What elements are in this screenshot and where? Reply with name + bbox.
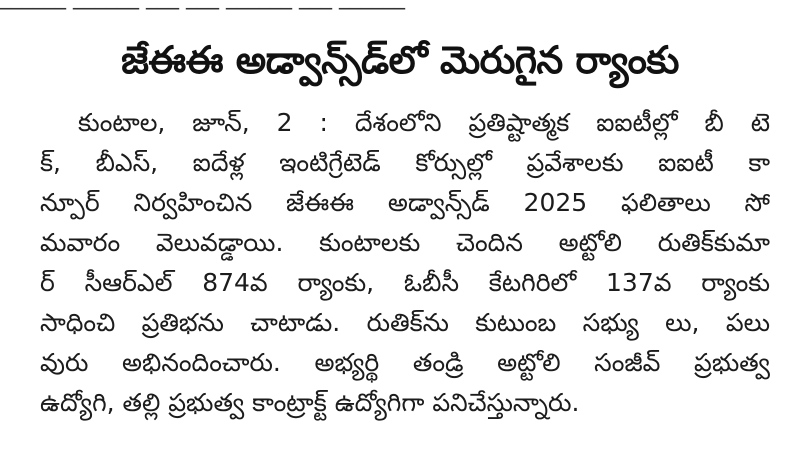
article-line: ర్ సీఆర్‌ఎల్ 874వ ర్యాంకు, ఓబీసీ కేటగిరిలో 137వ ర్యాంకు bbox=[40, 268, 770, 297]
article-line: న్పూర్ నిర్వహించిన జేఈఈ అడ్వాన్స్‌డ్ 2025 ఫలితాలు సో bbox=[40, 188, 770, 217]
article-line: ఉద్యోగి, తల్లి ప్రభుత్వ కాంట్రాక్ట్ ఉద్యోగిగా పనిచేస్తున్నారు. bbox=[40, 388, 580, 417]
article-line: సాధించి ప్రతిభను చాటాడు. రుతిక్‌ను కుటుంబ సభ్యు లు, పలు bbox=[40, 308, 770, 337]
article-line: కుంటాల, జూన్, 2 : దేశంలోని ప్రతిష్టాత్మక ఐఐటీల్లో బీ టె bbox=[78, 108, 770, 137]
article-headline: జేఈఈ అడ్వాన్స్‌డ్‌లో మెరుగైన ర్యాంకు bbox=[121, 38, 679, 82]
article-body bbox=[40, 103, 770, 423]
article-line: వురు అభినందించారు. అభ్యర్థి తండ్రి అట్టోలి సంజీవ్ ప్రభుత్వ bbox=[40, 348, 770, 377]
article-line: క్, బీఎస్, ఐదేళ్ల ఇంటిగ్రేటెడ్ కోర్సుల్లో ప్రవేశాలకు ఐఐటీ కా bbox=[40, 148, 770, 177]
article-line: మవారం వెలువడ్డాయి. కుంటాలకు చెందిన అట్టోలి రుతిక్‌కుమా bbox=[40, 228, 770, 257]
clipped-previous-text bbox=[0, 0, 800, 10]
